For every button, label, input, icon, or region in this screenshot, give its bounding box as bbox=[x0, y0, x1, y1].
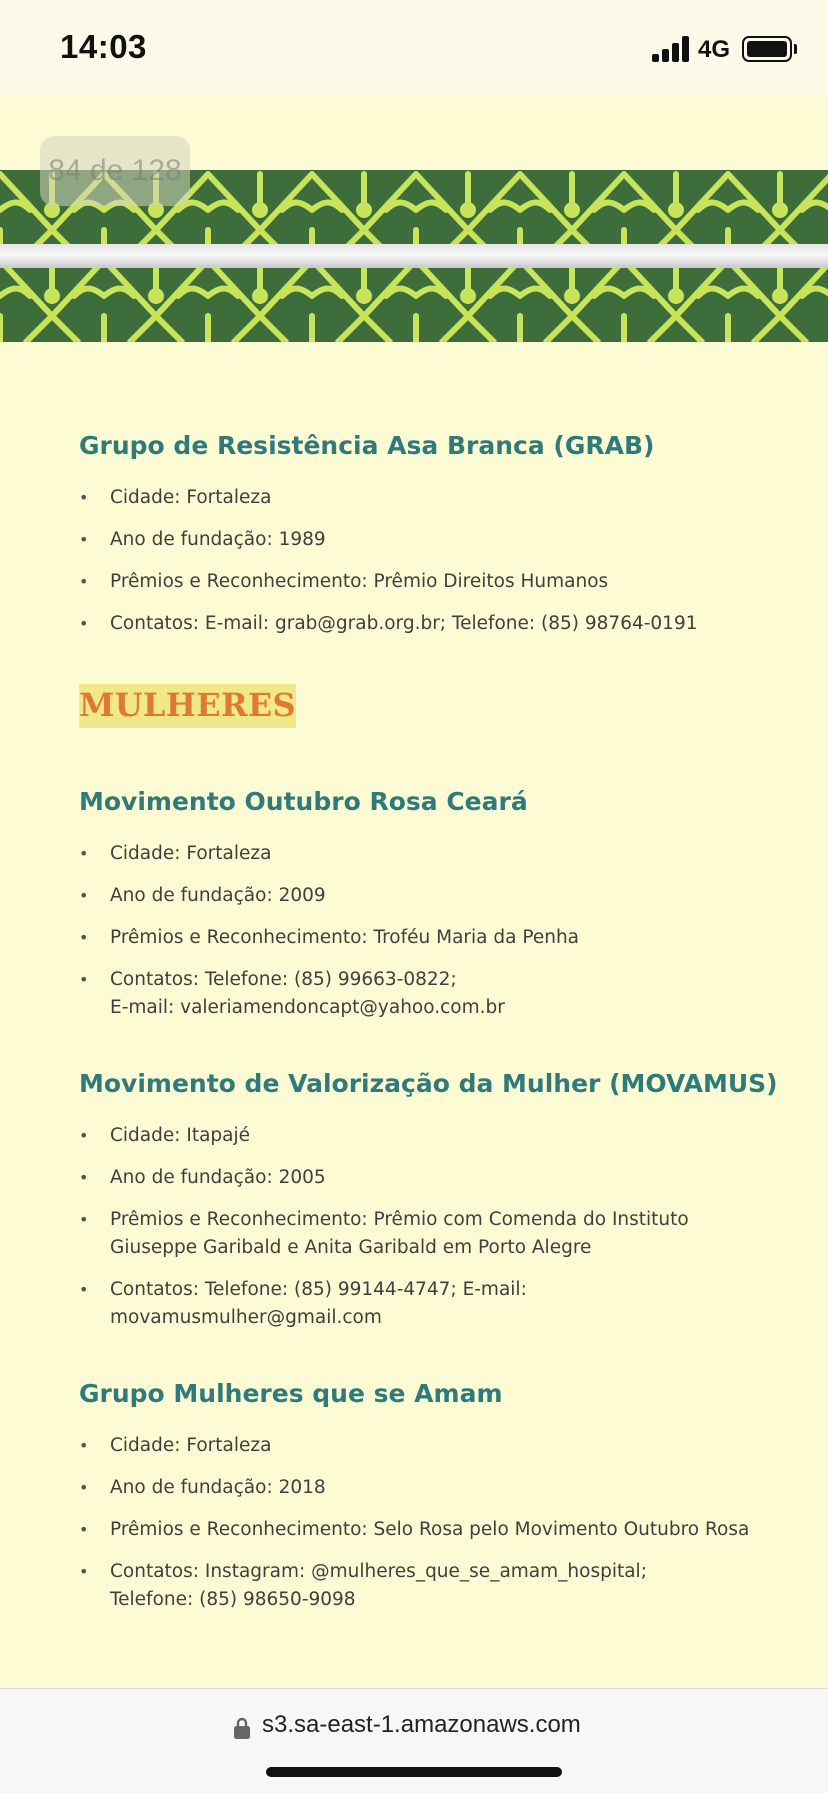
status-time: 14:03 bbox=[60, 28, 147, 65]
detail-item: • Ano de fundação: 1989 bbox=[79, 526, 779, 554]
organization-details bbox=[79, 484, 779, 638]
organization-title: Movimento de Valorização da Mulher (MOVAMUS) bbox=[79, 1069, 778, 1098]
browser-address-bar[interactable] bbox=[0, 1688, 828, 1793]
groups-after-list bbox=[79, 776, 779, 1614]
battery-cap bbox=[794, 44, 797, 54]
detail-item: • Cidade: Fortaleza bbox=[79, 1432, 779, 1460]
organization-title: Movimento Outubro Rosa Ceará bbox=[79, 787, 528, 816]
detail-item: • Cidade: Itapajé bbox=[79, 1122, 779, 1150]
detail-item: • Contatos: Telefone: (85) 99663-0822; E-mail: valeriamendoncapt@yahoo.com.br bbox=[79, 966, 779, 1022]
detail-item: • Contatos: E-mail: grab@grab.org.br; Telefone: (85) 98764-0191 bbox=[79, 610, 779, 638]
category-heading: MULHERES bbox=[79, 684, 296, 728]
organization-entry bbox=[79, 1368, 779, 1614]
organization-details bbox=[79, 1432, 779, 1614]
detail-item: • Cidade: Fortaleza bbox=[79, 840, 779, 868]
organization-details bbox=[79, 840, 779, 1022]
organization-title: Grupo Mulheres que se Amam bbox=[79, 1379, 503, 1408]
organization-entry bbox=[79, 420, 779, 638]
banner-divider bbox=[0, 244, 828, 268]
battery-icon bbox=[742, 36, 792, 62]
organization-details bbox=[79, 1122, 779, 1332]
page-indicator: 84 de 128 bbox=[40, 136, 190, 206]
lock-icon bbox=[234, 1717, 250, 1739]
status-bar bbox=[0, 0, 828, 96]
detail-item: • Contatos: Instagram: @mulheres_que_se_amam_hospital; Telefone: (85) 98650-9098 bbox=[79, 1558, 779, 1614]
network-type: 4G bbox=[698, 36, 731, 63]
detail-item: • Prêmios e Reconhecimento: Prêmio com Comenda do Instituto Giuseppe Garibald e Anita Garibald em Porto Alegre bbox=[79, 1206, 779, 1262]
detail-item: • Ano de fundação: 2018 bbox=[79, 1474, 779, 1502]
organization-entry bbox=[79, 776, 779, 1022]
organization-title: Grupo de Resistência Asa Branca (GRAB) bbox=[79, 431, 655, 460]
detail-item: • Cidade: Fortaleza bbox=[79, 484, 779, 512]
organization-entry bbox=[79, 1058, 779, 1332]
signal-icon bbox=[652, 36, 692, 62]
detail-item: • Prêmios e Reconhecimento: Troféu Maria da Penha bbox=[79, 924, 779, 952]
detail-item: • Prêmios e Reconhecimento: Prêmio Direitos Humanos bbox=[79, 568, 779, 596]
groups-before-list bbox=[79, 420, 779, 638]
url-text[interactable]: s3.sa-east-1.amazonaws.com bbox=[262, 1711, 581, 1738]
detail-item: • Prêmios e Reconhecimento: Selo Rosa pelo Movimento Outubro Rosa bbox=[79, 1516, 779, 1544]
home-indicator[interactable] bbox=[266, 1767, 562, 1777]
document-content bbox=[79, 420, 779, 1650]
detail-item: • Ano de fundação: 2009 bbox=[79, 882, 779, 910]
detail-item: • Ano de fundação: 2005 bbox=[79, 1164, 779, 1192]
detail-item: • Contatos: Telefone: (85) 99144-4747; E-mail: movamusmulher@gmail.com bbox=[79, 1276, 779, 1332]
